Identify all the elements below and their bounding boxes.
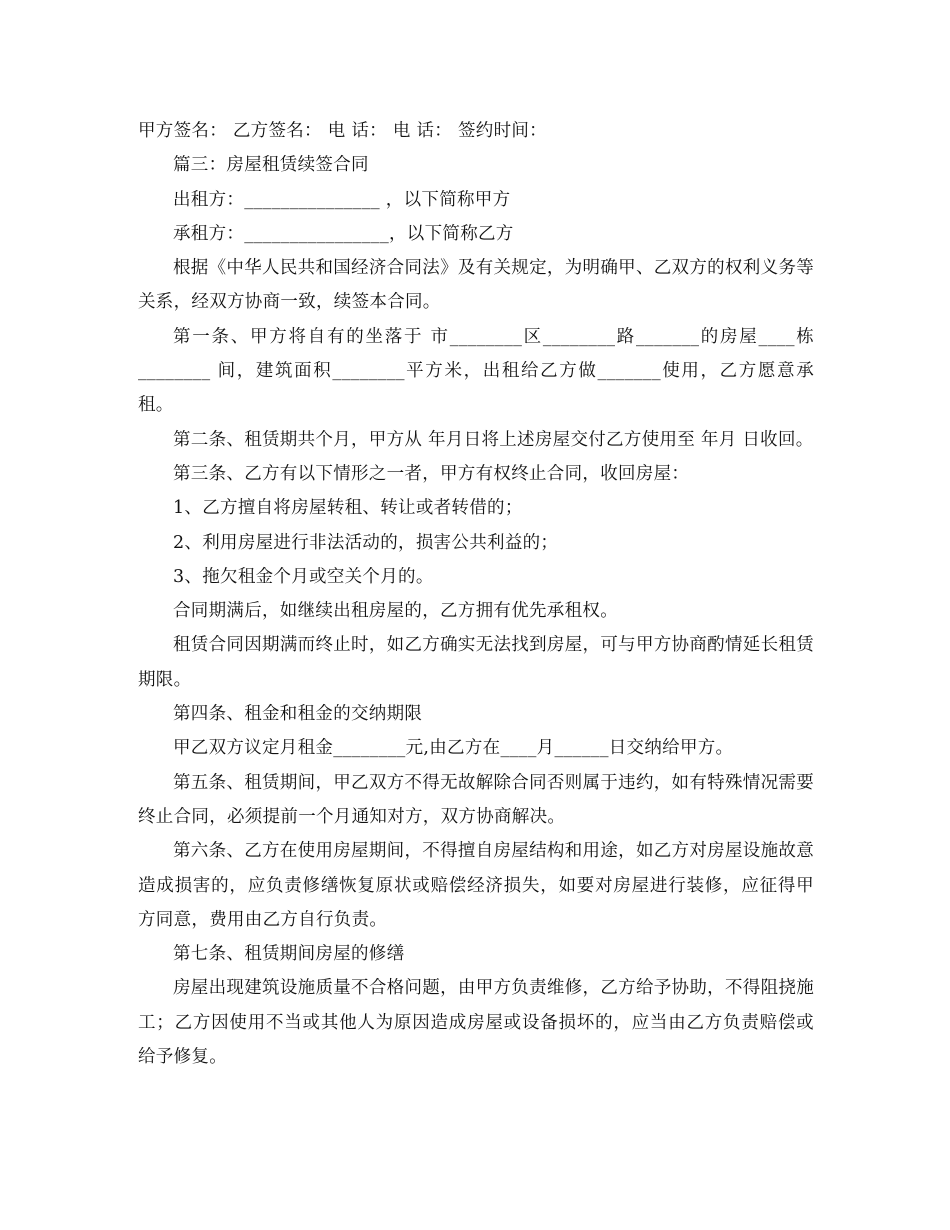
extension-paragraph: 租赁合同因期满而终止时，如乙方确实无法找到房屋，可与甲方协商酌情延长租赁期限。 (138, 635, 814, 690)
document-body (138, 114, 814, 1074)
article-1-paragraph: 第一条、甲方将自有的坐落于 市________区________路_______的房屋____栋________ 间，建筑面积________平方米，出租给乙方做_______使用，乙方愿意承租。 (138, 326, 814, 416)
article-3-item-2: 2、利用房屋进行非法活动的，损害公共利益的； (173, 532, 559, 553)
signature-line: 甲方签名： 乙方签名： 电 话： 电 话： 签约时间： (138, 121, 547, 141)
lessee-line: 承租方：________________，以下简称乙方 (173, 223, 514, 244)
article-3-paragraph: 第三条、乙方有以下情形之一者，甲方有权终止合同，收回房屋： (173, 463, 690, 484)
article-3-item-1: 1、乙方擅自将房屋转租、转让或者转借的； (173, 498, 523, 519)
article-7-title: 第七条、租赁期间房屋的修缮 (173, 944, 405, 965)
article-5-paragraph: 第五条、租赁期间，甲乙双方不得无故解除合同否则属于违约，如有特殊情况需要终止合同，必须提前一个月通知对方，双方协商解决。 (138, 772, 814, 827)
article-3-item-3: 3、拖欠租金个月或空关个月的。 (173, 566, 434, 587)
lessor-line: 出租方：_______________ ，以下简称甲方 (173, 189, 511, 210)
section-title: 篇三：房屋租赁续签合同 (173, 155, 369, 176)
preamble-paragraph: 根据《中华人民共和国经济合同法》及有关规定，为明确甲、乙双方的权利义务等关系，经双方协商一致，续签本合同。 (138, 258, 814, 313)
priority-lease-paragraph: 合同期满后，如继续出租房屋的，乙方拥有优先承租权。 (173, 601, 618, 622)
repair-paragraph: 房屋出现建筑设施质量不合格问题，由甲方负责维修，乙方给予协助，不得阻挠施工；乙方因使用不当或其他人为原因造成房屋或设备损坏的，应当由乙方负责赔偿或给予修复。 (138, 978, 814, 1068)
article-6-paragraph: 第六条、乙方在使用房屋期间，不得擅自房屋结构和用途，如乙方对房屋设施故意造成损害的，应负责修缮恢复原状或赔偿经济损失，如要对房屋进行装修，应征得甲方同意，费用由乙方自行负责。 (138, 841, 814, 930)
article-4-title: 第四条、租金和租金的交纳期限 (173, 704, 423, 725)
rent-paragraph: 甲乙双方议定月租金________元,由乙方在____月______日交纳给甲方。 (173, 738, 734, 759)
article-2-paragraph: 第二条、租赁期共个月，甲方从 年月日将上述房屋交付乙方使用至 年月 日收回。 (173, 429, 814, 450)
